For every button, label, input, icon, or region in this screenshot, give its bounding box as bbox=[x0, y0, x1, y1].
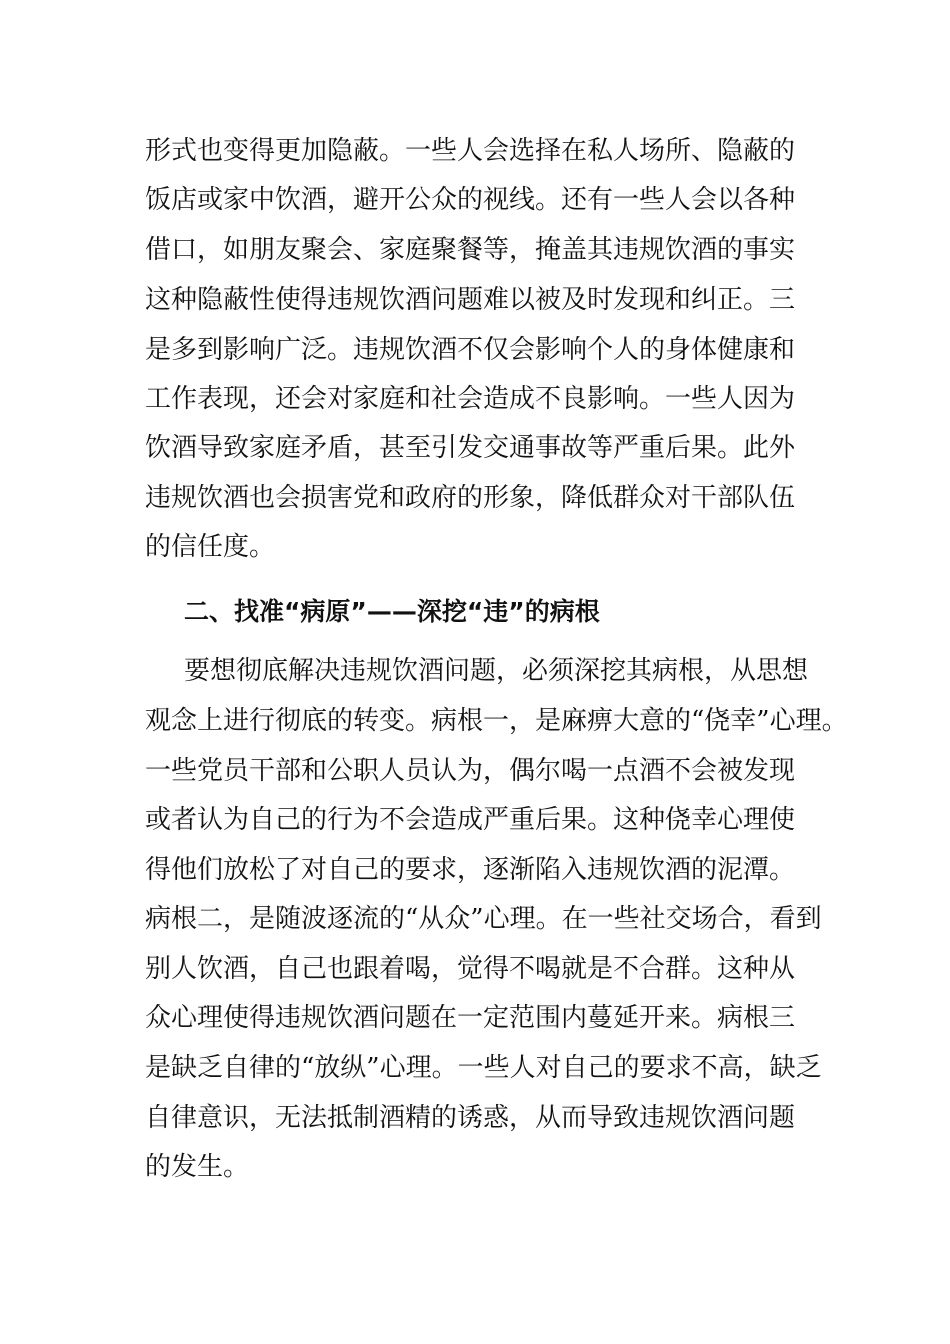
paragraph-1-line-8: 违规饮酒也会损害党和政府的形象，降低群众对干部队伍 bbox=[145, 483, 796, 513]
paragraph-2-line-2: 观念上进行彻底的转变。病根一，是麻痹大意的“侥幸”心理。 bbox=[145, 706, 848, 736]
paragraph-1-line-9: 的信任度。 bbox=[145, 532, 276, 562]
paragraph-1-line-5: 是多到影响广泛。违规饮酒不仅会影响个人的身体健康和 bbox=[145, 335, 796, 365]
paragraph-1-line-3: 借口，如朋友聚会、家庭聚餐等，掩盖其违规饮酒的事实 bbox=[145, 235, 796, 265]
paragraph-1-line-4: 这种隐蔽性使得违规饮酒问题难以被及时发现和纠正。三 bbox=[145, 285, 796, 315]
paragraph-2-line-9: 是缺乏自律的“放纵”心理。一些人对自己的要求不高，缺乏 bbox=[145, 1053, 822, 1083]
paragraph-2-line-6: 病根二，是随波逐流的“从众”心理。在一些社交场合，看到 bbox=[145, 904, 822, 934]
paragraph-2-line-1: 要想彻底解决违规饮酒问题，必须深挖其病根，从思想 bbox=[184, 656, 809, 686]
section-heading: 二、找准“病原”——深挖“违”的病根 bbox=[184, 597, 600, 626]
paragraph-2-line-4: 或者认为自己的行为不会造成严重后果。这种侥幸心理使 bbox=[145, 805, 796, 835]
paragraph-1-line-2: 饭店或家中饮酒，避开公众的视线。还有一些人会以各种 bbox=[145, 185, 796, 215]
paragraph-2-line-3: 一些党员干部和公职人员认为，偶尔喝一点酒不会被发现 bbox=[145, 756, 796, 786]
paragraph-2-line-5: 得他们放松了对自己的要求，逐渐陷入违规饮酒的泥潭。 bbox=[145, 855, 796, 885]
paragraph-1-line-1: 形式也变得更加隐蔽。一些人会选择在私人场所、隐蔽的 bbox=[145, 136, 796, 166]
paragraph-2-line-11: 的发生。 bbox=[145, 1152, 250, 1182]
paragraph-1-line-6: 工作表现，还会对家庭和社会造成不良影响。一些人因为 bbox=[145, 384, 796, 414]
paragraph-1-line-7: 饮酒导致家庭矛盾，甚至引发交通事故等严重后果。此外 bbox=[145, 433, 796, 463]
paragraph-2-line-7: 别人饮酒，自己也跟着喝，觉得不喝就是不合群。这种从 bbox=[145, 954, 796, 984]
paragraph-2-line-10: 自律意识，无法抵制酒精的诱惑，从而导致违规饮酒问题 bbox=[145, 1103, 796, 1133]
paragraph-2-line-8: 众心理使得违规饮酒问题在一定范围内蔓延开来。病根三 bbox=[145, 1003, 796, 1033]
